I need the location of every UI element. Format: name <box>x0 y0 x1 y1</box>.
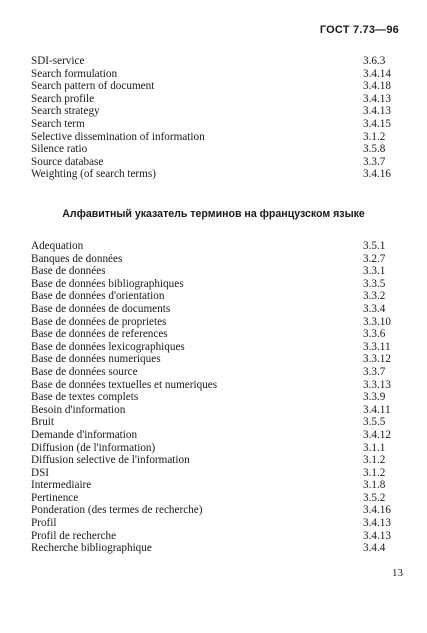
index-reference: 3.3.9 <box>363 391 386 404</box>
index-reference: 3.3.11 <box>363 340 391 353</box>
index-term: Base de données lexicographiques <box>31 340 185 353</box>
index-term: Weighting (of search terms) <box>31 168 156 181</box>
index-entry <box>31 404 403 417</box>
index-entry <box>31 517 403 530</box>
index-reference: 3.4.13 <box>363 105 391 118</box>
index-entry <box>31 467 403 480</box>
index-term: Source database <box>31 155 104 168</box>
index-term: Search profile <box>31 92 95 105</box>
index-term: Base de données de documents <box>31 302 171 315</box>
index-reference: 3.4.16 <box>363 168 391 181</box>
index-entry <box>31 492 403 505</box>
index-term: Recherche bibliographique <box>31 542 152 555</box>
index-term: Adequation <box>31 240 84 252</box>
french-index-heading: Алфавитный указатель терминов на французском языке <box>62 208 365 220</box>
index-entry <box>31 353 403 366</box>
index-entry <box>31 105 403 118</box>
index-term: Diffusion selective de l'information <box>31 454 190 467</box>
index-term: Search formulation <box>31 67 118 80</box>
index-reference: 3.4.4 <box>363 542 386 555</box>
index-entry <box>31 156 403 169</box>
index-term: Profil <box>31 517 57 530</box>
index-term: Search strategy <box>31 105 100 118</box>
index-reference: 3.4.13 <box>363 92 391 105</box>
index-reference: 3.4.18 <box>363 80 391 93</box>
index-reference: 3.3.5 <box>363 277 386 290</box>
index-reference: 3.4.12 <box>363 428 391 441</box>
index-reference: 3.4.15 <box>363 117 391 130</box>
index-entry <box>31 118 403 131</box>
index-reference: 3.3.13 <box>363 378 391 391</box>
index-term: Base de données de proprietes <box>31 315 167 328</box>
index-reference: 3.5.5 <box>363 416 386 429</box>
index-term: Base de données de references <box>31 328 168 341</box>
index-entry <box>31 504 403 517</box>
index-term: Bruit <box>31 416 54 429</box>
index-reference: 3.3.4 <box>363 302 386 315</box>
index-term: Demande d'information <box>31 428 138 441</box>
index-term: Search pattern of document <box>31 80 155 93</box>
index-term: Base de données source <box>31 365 138 378</box>
index-reference: 3.3.2 <box>363 290 386 303</box>
index-term: Base de données numeriques <box>31 353 161 366</box>
index-entry <box>31 290 403 303</box>
index-term: Base de données bibliographiques <box>31 277 184 290</box>
index-reference: 3.4.16 <box>363 504 391 517</box>
index-reference: 3.4.13 <box>363 517 391 530</box>
index-entry <box>31 442 403 455</box>
index-entry <box>31 341 403 354</box>
index-entry <box>31 454 403 467</box>
index-term: Intermediaire <box>31 479 92 492</box>
index-entry <box>31 80 403 93</box>
index-reference: 3.3.7 <box>363 365 386 378</box>
index-entry <box>31 55 403 68</box>
index-reference: 3.4.13 <box>363 529 391 542</box>
index-reference: 3.5.1 <box>363 240 386 252</box>
index-reference: 3.4.14 <box>363 67 391 80</box>
index-entry <box>31 379 403 392</box>
index-entry <box>31 316 403 329</box>
index-reference: 3.3.10 <box>363 315 391 328</box>
index-reference: 3.5.8 <box>363 143 386 156</box>
index-term: Base de données <box>31 265 106 278</box>
index-reference: 3.1.2 <box>363 130 386 143</box>
index-term: Base de données textuelles et numeriques <box>31 378 218 391</box>
index-entry <box>31 168 403 181</box>
index-entry <box>31 530 403 543</box>
index-term: Pertinence <box>31 491 79 504</box>
index-entry <box>31 366 403 379</box>
index-term: SDI-service <box>31 55 85 67</box>
index-term: Selective dissemination of information <box>31 130 205 143</box>
index-reference: 3.1.2 <box>363 466 386 479</box>
index-reference: 3.3.12 <box>363 353 391 366</box>
index-entry <box>31 391 403 404</box>
index-term: Search term <box>31 117 85 130</box>
index-reference: 3.2.7 <box>363 252 386 265</box>
index-entry <box>31 416 403 429</box>
index-reference: 3.1.8 <box>363 479 386 492</box>
index-reference: 3.1.1 <box>363 441 386 454</box>
page-number: 13 <box>392 567 403 579</box>
index-term: Banques de données <box>31 252 123 265</box>
index-term: Base de textes complets <box>31 391 139 404</box>
index-term: Besoin d'information <box>31 403 126 416</box>
index-reference: 3.1.2 <box>363 454 386 467</box>
french-term-index <box>31 240 403 555</box>
index-entry <box>31 278 403 291</box>
index-entry <box>31 429 403 442</box>
index-term: Profil de recherche <box>31 529 117 542</box>
index-reference: 3.5.2 <box>363 491 386 504</box>
index-term: Ponderation (des termes de recherche) <box>31 504 203 517</box>
index-term: Base de données d'orientation <box>31 290 165 303</box>
index-reference: 3.3.6 <box>363 328 386 341</box>
index-reference: 3.3.1 <box>363 265 386 278</box>
index-entry <box>31 303 403 316</box>
index-term: Diffusion (de l'information) <box>31 441 156 454</box>
index-term: Silence ratio <box>31 143 88 156</box>
english-term-index <box>31 55 403 181</box>
index-entry <box>31 265 403 278</box>
index-entry <box>31 240 403 253</box>
index-reference: 3.4.11 <box>363 403 391 416</box>
index-entry <box>31 131 403 144</box>
index-entry <box>31 542 403 555</box>
index-reference: 3.3.7 <box>363 155 386 168</box>
index-reference: 3.6.3 <box>363 55 386 67</box>
index-entry <box>31 93 403 106</box>
index-entry <box>31 143 403 156</box>
index-entry <box>31 68 403 81</box>
index-entry <box>31 479 403 492</box>
index-entry <box>31 253 403 266</box>
document-code: ГОСТ 7.73—96 <box>319 24 399 36</box>
index-entry <box>31 328 403 341</box>
index-term: DSI <box>31 466 50 479</box>
